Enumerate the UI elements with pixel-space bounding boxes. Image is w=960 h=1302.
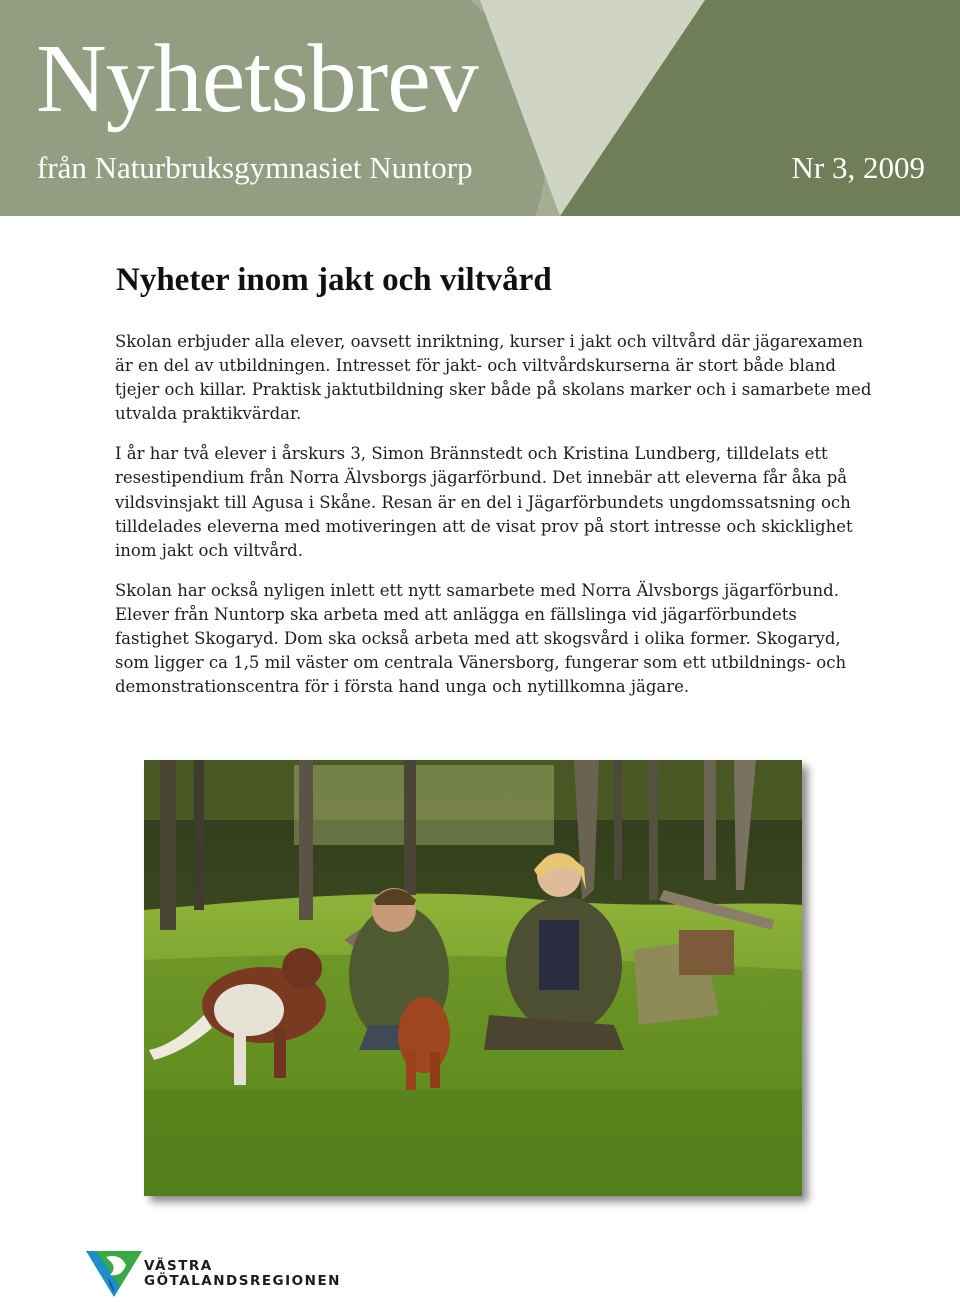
masthead-title: Nyhetsbrev	[36, 25, 478, 133]
article-title: Nyheter inom jakt och viltvård	[116, 262, 552, 298]
photo-hunters-with-dogs-icon	[144, 760, 802, 1196]
issue-number: Nr 3, 2009	[791, 150, 925, 185]
article-body	[115, 330, 875, 715]
logo-text-line2: GÖTALANDSREGIONEN	[144, 1273, 341, 1289]
masthead-subtitle: från Naturbruksgymnasiet Nuntorp	[37, 150, 473, 185]
paragraph: I år har två elever i årskurs 3, Simon Brännstedt och Kristina Lundberg, tilldelats ett resestipendium från Norra Älvsborgs jägarförbund. Det innebär att eleverna får åka på vildsvinsjakt till Agusa i Skåne. Resan är en del i Jägarförbundets ungdomssatsning och tilldelades eleverna med motiveringen att de visat prov på stort intresse och skicklighet inom jakt och viltvård.	[115, 444, 853, 560]
article-photo	[144, 760, 802, 1196]
newsletter-header	[0, 0, 960, 216]
vastra-gotalandsregionen-logo	[86, 1247, 386, 1297]
logo-text-line1: VÄSTRA	[144, 1258, 213, 1274]
paragraph: Skolan har också nyligen inlett ett nytt samarbete med Norra Älvsborgs jägarförbund. Elever från Nuntorp ska arbeta med att anlägga en fällslinga vid jägarförbundets fastighet Skogaryd. Dom ska också arbeta med att skogsvård i olika former. Skogaryd, som ligger ca 1,5 mil väster om centrala Vänersborg, fungerar som ett utbildnings- och demonstrationscentra för i första hand unga och nytillkomna jägare.	[115, 580, 847, 697]
paragraph: Skolan erbjuder alla elever, oavsett inriktning, kurser i jakt och viltvård där jägarexamen är en del av utbildningen. Intresset för jakt- och viltvårdskurserna är stort både bland tjejer och killar. Praktisk jaktutbildning sker både på skolans marker och i samarbete med utvalda praktikvärdar.	[115, 332, 872, 424]
region-emblem-icon	[86, 1247, 142, 1297]
